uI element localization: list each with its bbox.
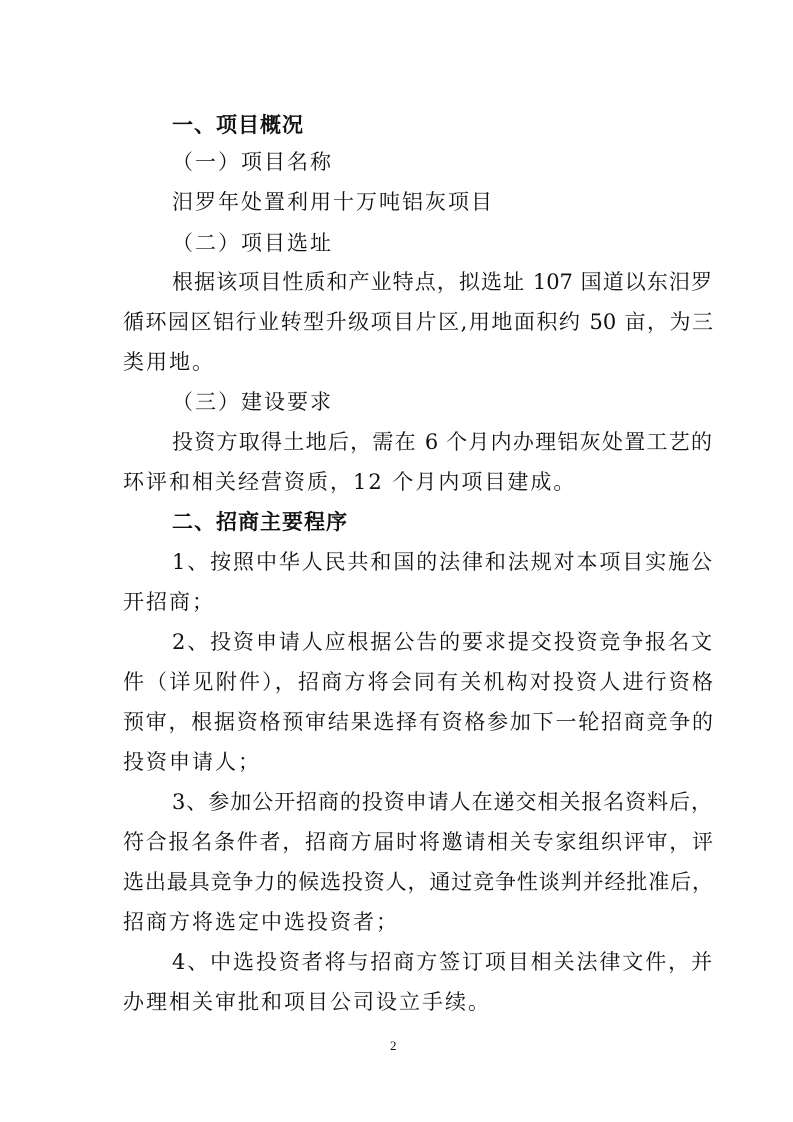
item3-line-2: 符合报名条件者，招商方届时将邀请相关专家组织评审，评 [123,830,713,854]
subheading-project-site: （二）项目选址 [172,231,333,255]
item1-line-1: 1、按照中华人民共和国的法律和法规对本项目实施公 [172,550,712,574]
requirement-line-1: 投资方取得土地后，需在 6 个月内办理铝灰处置工艺的 [172,430,712,454]
item3-line-4: 招商方将选定中选投资者； [123,910,399,934]
site-line-1: 根据该项目性质和产业特点，拟选址 107 国道以东汨罗 [172,270,712,294]
item2-line-2: 件（详见附件），招商方将会同有关机构对投资人进行资格 [123,670,713,694]
subheading-project-name: （一）项目名称 [172,150,333,174]
section-heading-procedure: 二、招商主要程序 [172,510,348,534]
item2-line-1: 2、投资申请人应根据公告的要求提交投资竞争报名文 [172,630,712,654]
item3-line-3: 选出最具竞争力的候选投资人，通过竞争性谈判并经批准后， [123,870,713,894]
subheading-construction-requirements: （三）建设要求 [172,390,333,414]
item2-line-4: 投资申请人； [123,750,261,774]
page-number: 2 [390,1038,397,1053]
site-line-2: 循环园区铝行业转型升级项目片区,用地面积约 50 亩，为三 [123,310,713,334]
item2-line-3: 预审，根据资格预审结果选择有资格参加下一轮招商竞争的 [123,710,713,734]
project-name-text: 汨罗年处置利用十万吨铝灰项目 [172,190,494,214]
section-heading-overview: 一、项目概况 [172,113,304,137]
item3-line-1: 3、参加公开招商的投资申请人在递交相关报名资料后， [172,790,712,814]
item4-line-2: 办理相关审批和项目公司设立手续。 [123,990,491,1014]
item4-line-1: 4、中选投资者将与招商方签订项目相关法律文件，并 [172,950,712,974]
site-line-3: 类用地。 [123,350,215,374]
item1-line-2: 开招商； [123,590,215,614]
requirement-line-2: 环评和相关经营资质，12 个月内项目建成。 [123,470,577,494]
